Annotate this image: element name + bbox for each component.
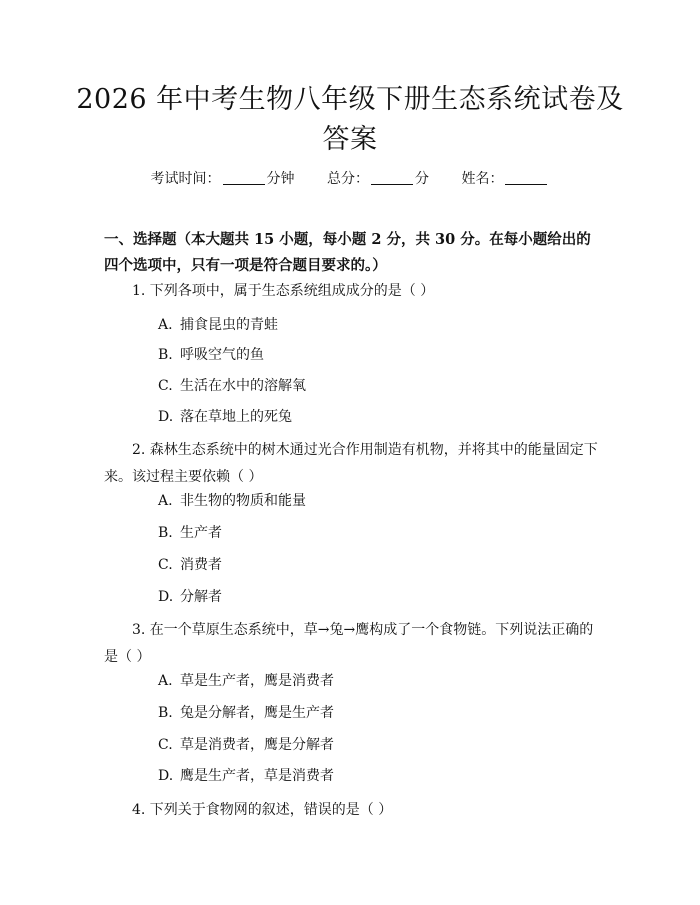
question-1-option-b — [158, 345, 264, 365]
time-unit: 分钟 — [266, 171, 295, 187]
name-blank — [505, 184, 547, 185]
option-letter: A. — [158, 673, 173, 689]
option-letter: A. — [158, 317, 173, 333]
option-text: 非生物的物质和能量 — [180, 493, 306, 509]
question-2-option-c — [158, 555, 222, 575]
page-title — [70, 80, 630, 160]
option-text: 分解者 — [180, 589, 222, 605]
exam-meta — [0, 168, 700, 188]
question-3-option-d — [158, 766, 334, 786]
question-2-option-b — [158, 523, 222, 543]
question-4: 4. 下列关于食物网的叙述，错误的是（ ） — [132, 802, 393, 818]
option-text: 生产者 — [180, 525, 222, 541]
question-1-option-c — [158, 376, 306, 396]
score-unit: 分 — [415, 171, 429, 187]
question-2-option-a — [158, 491, 306, 511]
question-2: 2. 森林生态系统中的树木通过光合作用制造有机物，并将其中的能量固定下来。该过程主要依赖（ ） — [104, 442, 598, 485]
option-letter: B. — [158, 525, 173, 541]
option-text: 鹰是生产者，草是消费者 — [180, 768, 334, 784]
question-3: 3. 在一个草原生态系统中，草→兔→鹰构成了一个食物链。下列说法正确的是（ ） — [104, 622, 594, 665]
option-letter: B. — [158, 347, 173, 363]
question-3-option-b — [158, 703, 334, 723]
section-heading: 一、选择题（本大题共 15 小题，每小题 2 分，共 30 分。在每小题给出的四个选项中，只有一项是符合题目要求的。） — [104, 231, 591, 274]
total-score-field — [327, 171, 429, 187]
question-2-option-d — [158, 587, 222, 607]
option-text: 生活在水中的溶解氧 — [180, 378, 306, 394]
score-blank — [371, 184, 413, 185]
option-text: 兔是分解者，鹰是生产者 — [180, 705, 334, 721]
option-text: 消费者 — [180, 557, 222, 573]
option-letter: D. — [158, 768, 174, 784]
question-1-option-d — [158, 407, 292, 427]
question-1-option-a — [158, 315, 278, 335]
title-line-1: 2026 年中考生物八年级下册生态系统试卷及 — [76, 84, 624, 115]
question-3-option-a — [158, 671, 334, 691]
option-letter: D. — [158, 409, 174, 425]
option-text: 草是消费者，鹰是分解者 — [180, 737, 334, 753]
name-field — [461, 171, 549, 187]
name-label: 姓名： — [461, 171, 504, 187]
option-text: 呼吸空气的鱼 — [180, 347, 264, 363]
question-3-option-c — [158, 735, 334, 755]
time-label: 考试时间： — [150, 171, 221, 187]
score-label: 总分： — [327, 171, 369, 187]
question-1: 1. 下列各项中，属于生态系统组成成分的是（ ） — [132, 283, 435, 299]
option-text: 落在草地上的死兔 — [180, 409, 292, 425]
exam-time-field — [151, 171, 295, 187]
option-letter: A. — [158, 493, 173, 509]
time-blank — [223, 184, 265, 185]
option-letter: D. — [158, 589, 174, 605]
option-letter: C. — [158, 557, 173, 573]
option-letter: B. — [158, 705, 173, 721]
option-letter: C. — [158, 378, 173, 394]
option-letter: C. — [158, 737, 173, 753]
option-text: 草是生产者，鹰是消费者 — [180, 673, 334, 689]
option-text: 捕食昆虫的青蛙 — [180, 317, 278, 333]
title-line-2: 答案 — [322, 124, 378, 155]
